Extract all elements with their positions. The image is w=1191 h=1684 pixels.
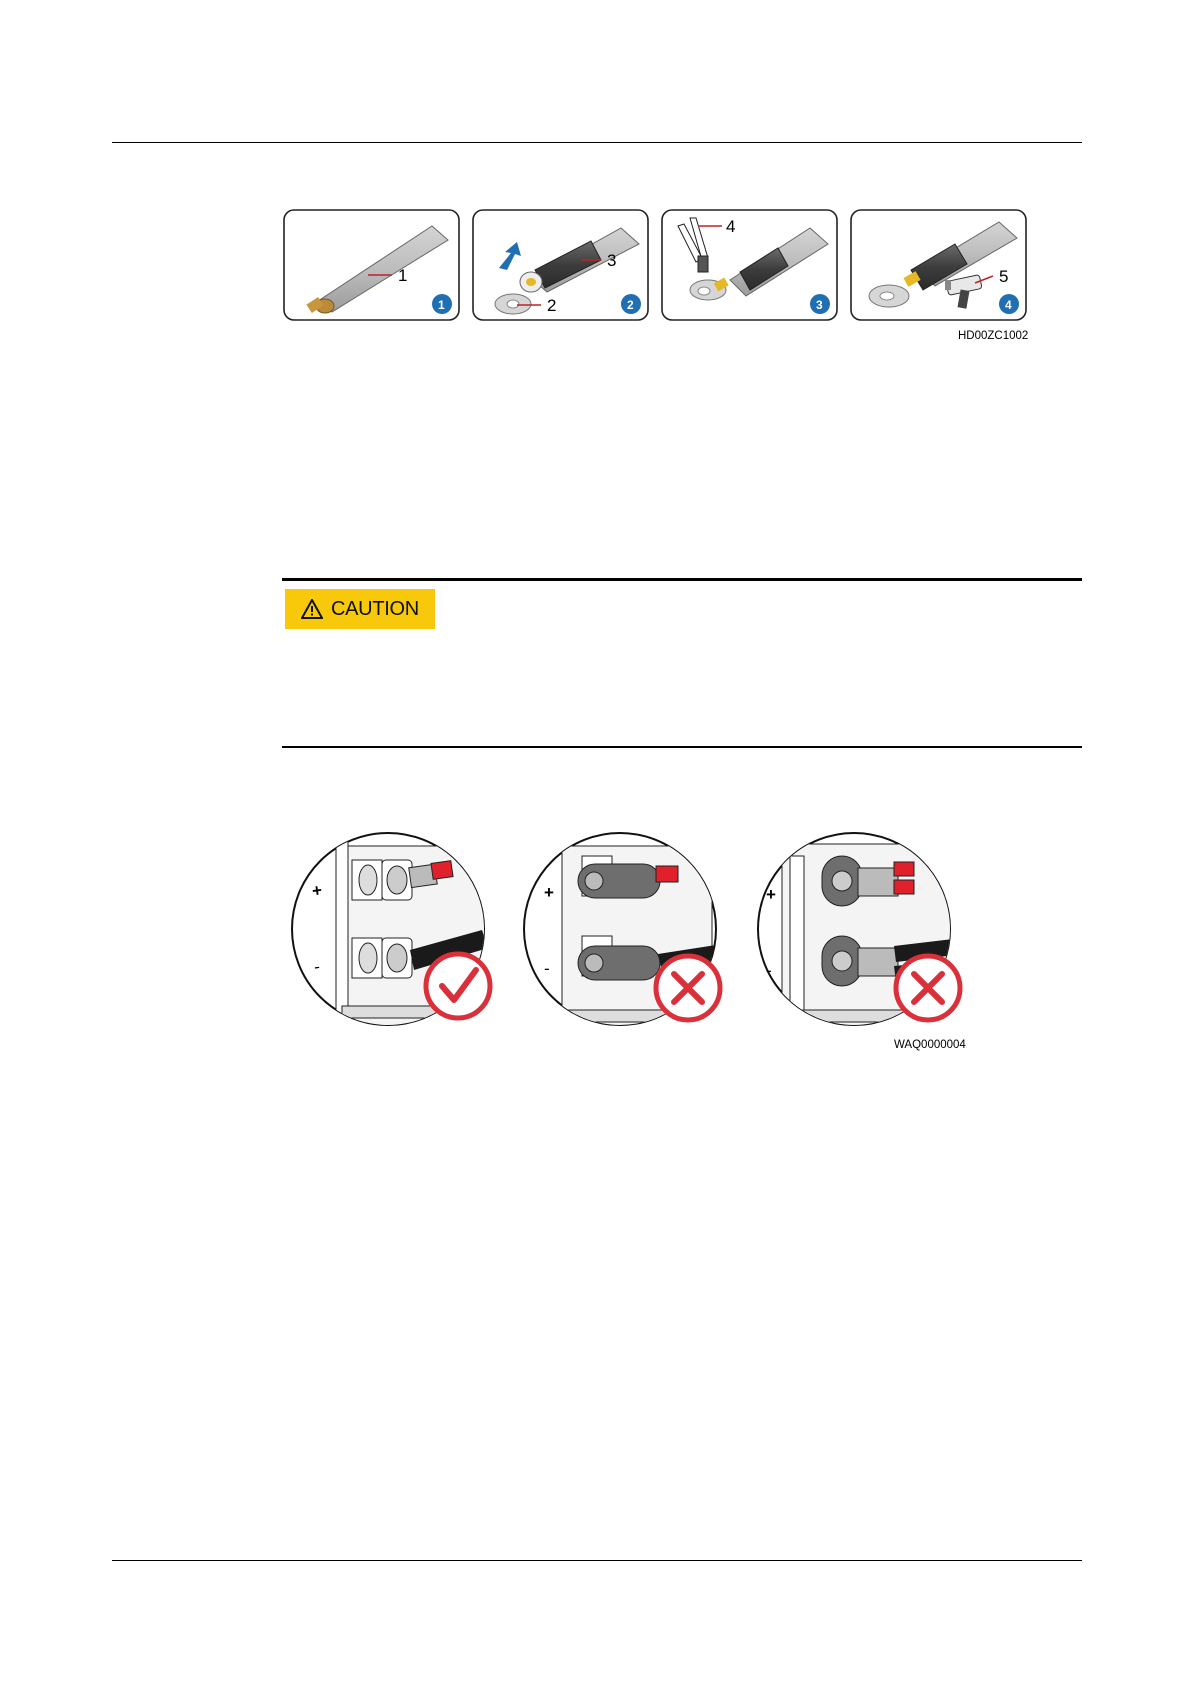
caution-label: CAUTION — [331, 597, 419, 620]
crimp-panel-1 — [284, 210, 459, 320]
callout-1: 1 — [398, 266, 408, 285]
crimp-panel-4 — [851, 210, 1026, 320]
callout-5: 5 — [999, 267, 1009, 286]
footer-rule — [112, 1560, 1082, 1561]
callout-2: 2 — [547, 296, 557, 315]
plus-sign: + — [310, 880, 324, 901]
step-badge-4-label: 4 — [1005, 298, 1012, 312]
terminal-panel-correct — [292, 833, 492, 1036]
step-badge-2-label: 2 — [627, 298, 634, 312]
callout-4: 4 — [726, 217, 736, 236]
step-badge-1-label: 1 — [438, 298, 445, 312]
cross-mark-icon — [656, 956, 720, 1020]
terminal-connection-figure — [282, 826, 982, 1066]
figure-code: HD00ZC1002 — [958, 330, 1029, 342]
minus-sign: - — [766, 961, 772, 980]
header-rule — [112, 142, 1082, 143]
plus-sign: + — [544, 883, 554, 902]
terminal-panel-incorrect-1 — [524, 833, 726, 1036]
plus-sign: + — [766, 885, 776, 904]
warning-triangle-icon — [301, 599, 323, 619]
step-badge-3-label: 3 — [816, 298, 823, 312]
figure-code: WAQ0000004 — [894, 1039, 966, 1051]
crimp-panel-2 — [473, 210, 648, 320]
crimp-panel-3 — [662, 210, 837, 320]
check-mark-icon — [426, 954, 490, 1018]
cross-mark-icon — [896, 956, 960, 1020]
callout-3: 3 — [607, 251, 617, 270]
caution-bottom-rule — [282, 746, 1082, 748]
crimping-steps-figure — [282, 208, 1040, 348]
minus-sign: - — [544, 959, 550, 978]
caution-top-rule — [282, 578, 1082, 581]
caution-badge — [285, 589, 435, 629]
minus-sign: - — [312, 956, 322, 977]
terminal-panel-incorrect-2 — [758, 833, 964, 1034]
